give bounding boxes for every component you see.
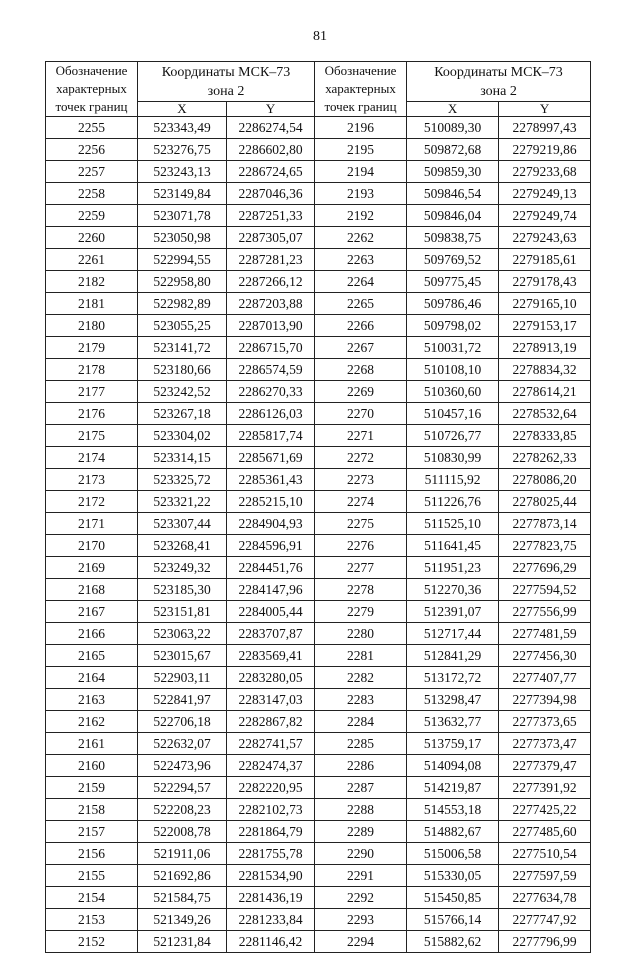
x-coordinate-cell: 515882,62	[407, 931, 499, 953]
point-id-cell: 2285	[315, 733, 407, 755]
table-body	[46, 117, 591, 953]
point-id-cell: 2173	[46, 469, 138, 491]
point-id-cell: 2175	[46, 425, 138, 447]
point-id-cell: 2171	[46, 513, 138, 535]
point-id-cell: 2263	[315, 249, 407, 271]
point-id-cell: 2181	[46, 293, 138, 315]
x-coordinate-cell: 522632,07	[138, 733, 227, 755]
x-coordinate-cell: 522208,23	[138, 799, 227, 821]
x-coordinate-cell: 512717,44	[407, 623, 499, 645]
table-row	[46, 271, 591, 293]
table-row	[46, 931, 591, 953]
x-coordinate-cell: 522473,96	[138, 755, 227, 777]
point-id-cell: 2256	[46, 139, 138, 161]
point-id-cell: 2172	[46, 491, 138, 513]
y-coordinate-cell: 2277456,30	[499, 645, 591, 667]
point-id-cell: 2159	[46, 777, 138, 799]
point-id-cell: 2270	[315, 403, 407, 425]
x-coordinate-cell: 522706,18	[138, 711, 227, 733]
point-id-cell: 2195	[315, 139, 407, 161]
table-row	[46, 865, 591, 887]
x-coordinate-cell: 510457,16	[407, 403, 499, 425]
point-id-cell: 2264	[315, 271, 407, 293]
x-coordinate-cell: 522903,11	[138, 667, 227, 689]
x-coordinate-cell: 522294,57	[138, 777, 227, 799]
x-coordinate-cell: 523151,81	[138, 601, 227, 623]
x-coordinate-cell: 512391,07	[407, 601, 499, 623]
y-coordinate-cell: 2278262,33	[499, 447, 591, 469]
point-id-cell: 2261	[46, 249, 138, 271]
point-id-cell: 2178	[46, 359, 138, 381]
point-id-cell: 2275	[315, 513, 407, 535]
point-id-cell: 2158	[46, 799, 138, 821]
point-id-cell: 2163	[46, 689, 138, 711]
y-coordinate-cell: 2279243,63	[499, 227, 591, 249]
point-id-cell: 2278	[315, 579, 407, 601]
x-coordinate-cell: 523325,72	[138, 469, 227, 491]
y-coordinate-cell: 2279178,43	[499, 271, 591, 293]
x-coordinate-cell: 512841,29	[407, 645, 499, 667]
point-id-cell: 2286	[315, 755, 407, 777]
table-row	[46, 359, 591, 381]
x-coordinate-cell: 515766,14	[407, 909, 499, 931]
y-coordinate-cell: 2286602,80	[227, 139, 315, 161]
point-id-cell: 2279	[315, 601, 407, 623]
x-coordinate-cell: 515330,05	[407, 865, 499, 887]
y-coordinate-cell: 2277394,98	[499, 689, 591, 711]
x-coordinate-cell: 522008,78	[138, 821, 227, 843]
y-coordinate-cell: 2277391,92	[499, 777, 591, 799]
x-coordinate-cell: 523050,98	[138, 227, 227, 249]
x-coordinate-cell: 523276,75	[138, 139, 227, 161]
x-coordinate-cell: 521911,06	[138, 843, 227, 865]
x-coordinate-cell: 510830,99	[407, 447, 499, 469]
y-coordinate-cell: 2282474,37	[227, 755, 315, 777]
table-row	[46, 183, 591, 205]
y-coordinate-cell: 2277634,78	[499, 887, 591, 909]
point-id-cell: 2176	[46, 403, 138, 425]
y-coordinate-cell: 2283569,41	[227, 645, 315, 667]
table-row	[46, 381, 591, 403]
point-designation-header-left: Обозначение характерных точек границ	[46, 62, 138, 117]
x-coordinate-cell: 522841,97	[138, 689, 227, 711]
x-coordinate-cell: 509775,45	[407, 271, 499, 293]
point-id-cell: 2269	[315, 381, 407, 403]
point-id-cell: 2267	[315, 337, 407, 359]
y-coordinate-cell: 2284904,93	[227, 513, 315, 535]
y-coordinate-cell: 2284005,44	[227, 601, 315, 623]
table-row	[46, 315, 591, 337]
point-id-cell: 2193	[315, 183, 407, 205]
table-row	[46, 425, 591, 447]
x-coordinate-cell: 509798,02	[407, 315, 499, 337]
table-row	[46, 711, 591, 733]
point-id-cell: 2284	[315, 711, 407, 733]
point-id-cell: 2161	[46, 733, 138, 755]
table-row	[46, 733, 591, 755]
y-coordinate-cell: 2279249,74	[499, 205, 591, 227]
y-coordinate-cell: 2277796,99	[499, 931, 591, 953]
point-id-cell: 2152	[46, 931, 138, 953]
y-coordinate-cell: 2286574,59	[227, 359, 315, 381]
point-id-cell: 2294	[315, 931, 407, 953]
table-row	[46, 667, 591, 689]
x-coordinate-cell: 510089,30	[407, 117, 499, 139]
point-id-cell: 2192	[315, 205, 407, 227]
x-coordinate-cell: 523141,72	[138, 337, 227, 359]
table-row	[46, 755, 591, 777]
x-coordinate-cell: 523249,32	[138, 557, 227, 579]
y-coordinate-cell: 2283147,03	[227, 689, 315, 711]
point-id-cell: 2155	[46, 865, 138, 887]
y-coordinate-cell: 2277481,59	[499, 623, 591, 645]
table-row	[46, 557, 591, 579]
point-id-cell: 2156	[46, 843, 138, 865]
point-id-cell: 2179	[46, 337, 138, 359]
table-row	[46, 227, 591, 249]
y-coordinate-cell: 2279233,68	[499, 161, 591, 183]
point-id-cell: 2265	[315, 293, 407, 315]
y-coordinate-cell: 2278532,64	[499, 403, 591, 425]
y-coordinate-cell: 2287305,07	[227, 227, 315, 249]
y-coordinate-cell: 2281146,42	[227, 931, 315, 953]
y-coordinate-cell: 2279219,86	[499, 139, 591, 161]
table-row	[46, 909, 591, 931]
x-coordinate-cell: 521692,86	[138, 865, 227, 887]
point-id-cell: 2196	[315, 117, 407, 139]
x-coordinate-cell: 512270,36	[407, 579, 499, 601]
y-coordinate-cell: 2281233,84	[227, 909, 315, 931]
y-coordinate-cell: 2278614,21	[499, 381, 591, 403]
y-coordinate-cell: 2277597,59	[499, 865, 591, 887]
y-coordinate-cell: 2278333,85	[499, 425, 591, 447]
y-coordinate-cell: 2281534,90	[227, 865, 315, 887]
x-coordinate-cell: 523055,25	[138, 315, 227, 337]
y-coordinate-cell: 2282867,82	[227, 711, 315, 733]
y-coordinate-cell: 2278086,20	[499, 469, 591, 491]
y-coordinate-cell: 2287251,33	[227, 205, 315, 227]
y-coordinate-cell: 2282220,95	[227, 777, 315, 799]
point-id-cell: 2281	[315, 645, 407, 667]
x-coordinate-cell: 522958,80	[138, 271, 227, 293]
y-coordinate-cell: 2277373,65	[499, 711, 591, 733]
y-coordinate-cell: 2283280,05	[227, 667, 315, 689]
point-id-cell: 2280	[315, 623, 407, 645]
y-coordinate-cell: 2277407,77	[499, 667, 591, 689]
x-header-left: X	[138, 102, 227, 117]
x-coordinate-cell: 510031,72	[407, 337, 499, 359]
y-coordinate-cell: 2284147,96	[227, 579, 315, 601]
y-coordinate-cell: 2286715,70	[227, 337, 315, 359]
table-row	[46, 249, 591, 271]
x-coordinate-cell: 523242,52	[138, 381, 227, 403]
y-coordinate-cell: 2277594,52	[499, 579, 591, 601]
x-coordinate-cell: 510108,10	[407, 359, 499, 381]
point-id-cell: 2169	[46, 557, 138, 579]
point-id-cell: 2166	[46, 623, 138, 645]
y-coordinate-cell: 2277379,47	[499, 755, 591, 777]
point-id-cell: 2160	[46, 755, 138, 777]
y-coordinate-cell: 2279249,13	[499, 183, 591, 205]
table-row	[46, 469, 591, 491]
point-id-cell: 2283	[315, 689, 407, 711]
table-row	[46, 513, 591, 535]
x-coordinate-cell: 523071,78	[138, 205, 227, 227]
point-id-cell: 2165	[46, 645, 138, 667]
y-header-left: Y	[227, 102, 315, 117]
point-id-cell: 2266	[315, 315, 407, 337]
y-coordinate-cell: 2281436,19	[227, 887, 315, 909]
point-id-cell: 2276	[315, 535, 407, 557]
point-id-cell: 2287	[315, 777, 407, 799]
table-row	[46, 139, 591, 161]
x-coordinate-cell: 523149,84	[138, 183, 227, 205]
x-coordinate-cell: 515450,85	[407, 887, 499, 909]
y-coordinate-cell: 2287013,90	[227, 315, 315, 337]
x-coordinate-cell: 513759,17	[407, 733, 499, 755]
point-id-cell: 2260	[46, 227, 138, 249]
x-coordinate-cell: 523307,44	[138, 513, 227, 535]
x-coordinate-cell: 514882,67	[407, 821, 499, 843]
y-coordinate-cell: 2278913,19	[499, 337, 591, 359]
table-row	[46, 447, 591, 469]
point-id-cell: 2259	[46, 205, 138, 227]
y-coordinate-cell: 2285215,10	[227, 491, 315, 513]
y-coordinate-cell: 2284596,91	[227, 535, 315, 557]
point-id-cell: 2162	[46, 711, 138, 733]
point-id-cell: 2255	[46, 117, 138, 139]
x-coordinate-cell: 523015,67	[138, 645, 227, 667]
point-id-cell: 2177	[46, 381, 138, 403]
y-coordinate-cell: 2278997,43	[499, 117, 591, 139]
x-coordinate-cell: 509838,75	[407, 227, 499, 249]
y-coordinate-cell: 2285361,43	[227, 469, 315, 491]
y-coordinate-cell: 2287046,36	[227, 183, 315, 205]
x-coordinate-cell: 523185,30	[138, 579, 227, 601]
table-row	[46, 535, 591, 557]
table-row	[46, 601, 591, 623]
point-id-cell: 2168	[46, 579, 138, 601]
x-coordinate-cell: 510726,77	[407, 425, 499, 447]
page-number: 81	[313, 29, 327, 44]
y-coordinate-cell: 2283707,87	[227, 623, 315, 645]
point-id-cell: 2282	[315, 667, 407, 689]
x-coordinate-cell: 523180,66	[138, 359, 227, 381]
point-id-cell: 2290	[315, 843, 407, 865]
x-coordinate-cell: 521231,84	[138, 931, 227, 953]
point-id-cell: 2262	[315, 227, 407, 249]
y-coordinate-cell: 2278025,44	[499, 491, 591, 513]
table-row	[46, 777, 591, 799]
x-coordinate-cell: 514553,18	[407, 799, 499, 821]
y-coordinate-cell: 2285671,69	[227, 447, 315, 469]
point-id-cell: 2157	[46, 821, 138, 843]
point-id-cell: 2180	[46, 315, 138, 337]
x-coordinate-cell: 513298,47	[407, 689, 499, 711]
point-id-cell: 2277	[315, 557, 407, 579]
table-row	[46, 337, 591, 359]
y-coordinate-cell: 2277873,14	[499, 513, 591, 535]
point-id-cell: 2154	[46, 887, 138, 909]
x-coordinate-cell: 509872,68	[407, 139, 499, 161]
x-coordinate-cell: 513632,77	[407, 711, 499, 733]
coordinates-header-left: Координаты МСК–73 зона 2	[138, 62, 315, 102]
x-coordinate-cell: 523063,22	[138, 623, 227, 645]
x-coordinate-cell: 522994,55	[138, 249, 227, 271]
x-coordinate-cell: 509846,04	[407, 205, 499, 227]
table-row	[46, 491, 591, 513]
x-coordinate-cell: 509769,52	[407, 249, 499, 271]
point-id-cell: 2153	[46, 909, 138, 931]
point-id-cell: 2292	[315, 887, 407, 909]
point-id-cell: 2170	[46, 535, 138, 557]
x-coordinate-cell: 511115,92	[407, 469, 499, 491]
point-id-cell: 2194	[315, 161, 407, 183]
table-row	[46, 645, 591, 667]
x-coordinate-cell: 523267,18	[138, 403, 227, 425]
point-id-cell: 2182	[46, 271, 138, 293]
point-id-cell: 2273	[315, 469, 407, 491]
coordinates-table	[45, 61, 591, 953]
x-coordinate-cell: 511226,76	[407, 491, 499, 513]
y-coordinate-cell: 2277747,92	[499, 909, 591, 931]
x-coordinate-cell: 514219,87	[407, 777, 499, 799]
point-id-cell: 2258	[46, 183, 138, 205]
x-coordinate-cell: 513172,72	[407, 667, 499, 689]
x-header-right: X	[407, 102, 499, 117]
y-coordinate-cell: 2281864,79	[227, 821, 315, 843]
coordinates-header-right: Координаты МСК–73 зона 2	[407, 62, 591, 102]
table-row	[46, 623, 591, 645]
point-designation-header-right: Обозначение характерных точек границ	[315, 62, 407, 117]
y-coordinate-cell: 2277823,75	[499, 535, 591, 557]
point-id-cell: 2288	[315, 799, 407, 821]
x-coordinate-cell: 509786,46	[407, 293, 499, 315]
x-coordinate-cell: 509859,30	[407, 161, 499, 183]
y-coordinate-cell: 2286724,65	[227, 161, 315, 183]
table-row	[46, 887, 591, 909]
x-coordinate-cell: 522982,89	[138, 293, 227, 315]
x-coordinate-cell: 511525,10	[407, 513, 499, 535]
x-coordinate-cell: 523314,15	[138, 447, 227, 469]
x-coordinate-cell: 509846,54	[407, 183, 499, 205]
table-row	[46, 205, 591, 227]
y-coordinate-cell: 2277696,29	[499, 557, 591, 579]
y-coordinate-cell: 2287281,23	[227, 249, 315, 271]
y-coordinate-cell: 2282102,73	[227, 799, 315, 821]
point-id-cell: 2164	[46, 667, 138, 689]
y-coordinate-cell: 2286270,33	[227, 381, 315, 403]
table-row	[46, 689, 591, 711]
y-coordinate-cell: 2286126,03	[227, 403, 315, 425]
point-id-cell: 2272	[315, 447, 407, 469]
point-id-cell: 2274	[315, 491, 407, 513]
x-coordinate-cell: 523321,22	[138, 491, 227, 513]
table-row	[46, 161, 591, 183]
y-coordinate-cell: 2277485,60	[499, 821, 591, 843]
point-id-cell: 2271	[315, 425, 407, 447]
x-coordinate-cell: 521584,75	[138, 887, 227, 909]
table-row	[46, 821, 591, 843]
y-coordinate-cell: 2287203,88	[227, 293, 315, 315]
y-coordinate-cell: 2286274,54	[227, 117, 315, 139]
point-id-cell: 2293	[315, 909, 407, 931]
x-coordinate-cell: 523268,41	[138, 535, 227, 557]
table-row	[46, 843, 591, 865]
x-coordinate-cell: 523304,02	[138, 425, 227, 447]
table-row	[46, 117, 591, 139]
y-header-right: Y	[499, 102, 591, 117]
point-id-cell: 2268	[315, 359, 407, 381]
x-coordinate-cell: 515006,58	[407, 843, 499, 865]
x-coordinate-cell: 523243,13	[138, 161, 227, 183]
x-coordinate-cell: 514094,08	[407, 755, 499, 777]
table-row	[46, 293, 591, 315]
x-coordinate-cell: 521349,26	[138, 909, 227, 931]
y-coordinate-cell: 2285817,74	[227, 425, 315, 447]
y-coordinate-cell: 2279185,61	[499, 249, 591, 271]
point-id-cell: 2289	[315, 821, 407, 843]
y-coordinate-cell: 2277510,54	[499, 843, 591, 865]
y-coordinate-cell: 2277556,99	[499, 601, 591, 623]
y-coordinate-cell: 2277373,47	[499, 733, 591, 755]
table-row	[46, 799, 591, 821]
point-id-cell: 2174	[46, 447, 138, 469]
point-id-cell: 2291	[315, 865, 407, 887]
y-coordinate-cell: 2278834,32	[499, 359, 591, 381]
y-coordinate-cell: 2284451,76	[227, 557, 315, 579]
point-id-cell: 2257	[46, 161, 138, 183]
y-coordinate-cell: 2282741,57	[227, 733, 315, 755]
y-coordinate-cell: 2281755,78	[227, 843, 315, 865]
x-coordinate-cell: 511951,23	[407, 557, 499, 579]
y-coordinate-cell: 2279153,17	[499, 315, 591, 337]
x-coordinate-cell: 510360,60	[407, 381, 499, 403]
table-row	[46, 403, 591, 425]
x-coordinate-cell: 511641,45	[407, 535, 499, 557]
y-coordinate-cell: 2287266,12	[227, 271, 315, 293]
y-coordinate-cell: 2277425,22	[499, 799, 591, 821]
table-row	[46, 579, 591, 601]
y-coordinate-cell: 2279165,10	[499, 293, 591, 315]
x-coordinate-cell: 523343,49	[138, 117, 227, 139]
point-id-cell: 2167	[46, 601, 138, 623]
